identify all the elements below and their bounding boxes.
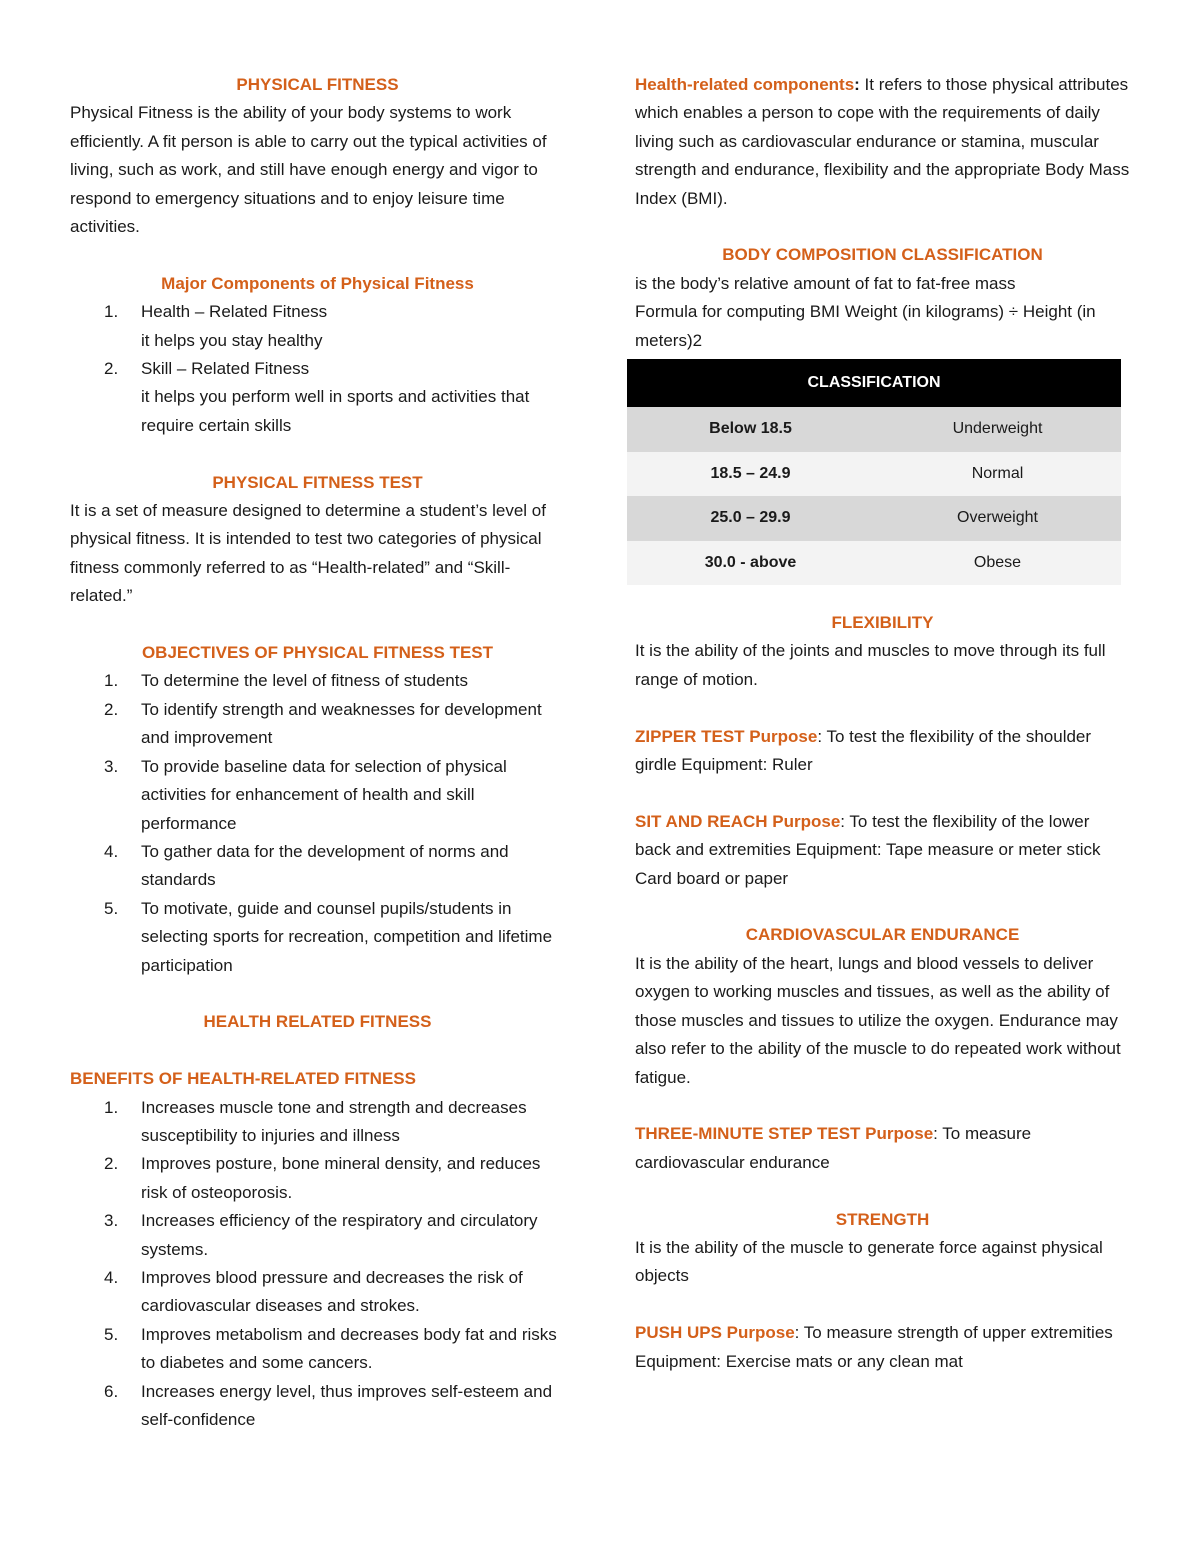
left-column — [70, 71, 565, 1434]
body-composition-definition: is the body’s relative amount of fat to fat-free mass — [635, 273, 1016, 293]
objectives-list — [70, 667, 565, 979]
cardiovascular-endurance-heading: CARDIOVASCULAR ENDURANCE — [745, 925, 1020, 945]
push-ups-paragraph: PUSH UPS Purpose: To measure strength of upper extremities Equipment: Exercise mats or any clean mat — [635, 1323, 1113, 1371]
list-item: 4. To gather data for the development of norms and standards — [104, 841, 509, 890]
table-row: 18.5 – 24.9 Normal — [627, 452, 1121, 497]
list-item: 2. Improves posture, bone mineral density, and reduces risk of osteoporosis. — [104, 1154, 541, 1202]
table-header: CLASSIFICATION — [627, 359, 1121, 407]
list-item: 4. Improves blood pressure and decreases the risk of cardiovascular diseases and strokes. — [104, 1267, 523, 1316]
list-item: 2. Skill – Related Fitness it helps you perform well in sports and activities that require certain skills — [104, 359, 530, 435]
list-item-description: it helps you perform well in sports and activities that require certain skills — [141, 387, 530, 435]
bmi-classification-table — [627, 359, 1121, 585]
table-row: Below 18.5 Underweight — [627, 407, 1121, 452]
strength-heading: STRENGTH — [835, 1209, 930, 1229]
flexibility-heading: FLEXIBILITY — [831, 613, 934, 633]
list-item-description: it helps you stay healthy — [141, 330, 323, 350]
sit-and-reach-paragraph: SIT AND REACH Purpose: To test the flexibility of the lower back and extremities Equipment: Tape measure or meter stick Card board or paper — [635, 811, 1101, 888]
benefits-heading: BENEFITS OF HEALTH-RELATED FITNESS — [70, 1069, 416, 1089]
table-row: 30.0 - above Obese — [627, 541, 1121, 586]
list-item: 3. Increases efficiency of the respiratory and circulatory systems. — [104, 1211, 538, 1259]
bmi-formula: Formula for computing BMI Weight (in kilograms) ÷ Height (in meters)2 — [635, 302, 1096, 350]
objectives-heading: OBJECTIVES OF PHYSICAL FITNESS TEST — [141, 643, 494, 663]
list-item: 5. To motivate, guide and counsel pupils/students in selecting sports for recreation, competition and lifetime participation — [104, 898, 553, 975]
health-related-components-paragraph: Health-related components: It refers to those physical attributes which enables a person to cope with the requirements of daily living such as cardiovascular endurance or stamina, muscular strength and endurance, flexibility and the appropriate Body Mass Index (BMI). — [635, 75, 1130, 208]
list-item: 1. Increases muscle tone and strength and decreases susceptibility to injuries and illness — [104, 1097, 527, 1145]
list-item-label: Health – Related Fitness — [141, 302, 328, 322]
physical-fitness-test-definition: It is a set of measure designed to determine a student’s level of physical fitness. It is intended to test two categories of physical fitness commonly referred to as “Health-related” and “Skill-related.” — [70, 501, 546, 606]
list-item: 3. To provide baseline data for selection of physical activities for enhancement of health and skill performance — [104, 756, 507, 833]
step-test-paragraph: THREE-MINUTE STEP TEST Purpose: To measure cardiovascular endurance — [635, 1124, 1032, 1172]
cardiovascular-endurance-definition: It is the ability of the heart, lungs and blood vessels to deliver oxygen to working muscles and tissues, as well as the ability of those muscles and tissues to utilize the oxygen. Endurance may also refer to the ability of the muscle to do repeated work without fatigue. — [635, 953, 1121, 1087]
health-related-fitness-heading: HEALTH RELATED FITNESS — [203, 1012, 432, 1032]
physical-fitness-heading: PHYSICAL FITNESS — [236, 75, 399, 94]
benefits-list — [70, 1094, 565, 1435]
table-row: 25.0 – 29.9 Overweight — [627, 496, 1121, 541]
list-item: 6. Increases energy level, thus improves self-esteem and self-confidence — [104, 1381, 553, 1430]
physical-fitness-definition: Physical Fitness is the ability of your body systems to work efficiently. A fit person is able to carry out the typical activities of living, such as work, and still have enough energy and vigor to respond to emergency situations and to enjoy leisure time activities. — [70, 103, 547, 237]
list-item: 5. Improves metabolism and decreases body fat and risks to diabetes and some cancers. — [104, 1324, 557, 1373]
major-components-list — [70, 298, 565, 440]
health-related-components-label: Health-related components — [635, 75, 855, 94]
zipper-test-paragraph: ZIPPER TEST Purpose: To test the flexibility of the shoulder girdle Equipment: Ruler — [635, 726, 1092, 775]
strength-definition: It is the ability of the muscle to generate force against physical objects — [635, 1237, 1103, 1286]
right-column — [635, 71, 1130, 1376]
list-item: 1. To determine the level of fitness of students — [104, 671, 468, 691]
list-item: 1. Health – Related Fitness it helps you stay healthy — [104, 302, 328, 350]
physical-fitness-test-heading: PHYSICAL FITNESS TEST — [212, 472, 423, 492]
list-item-label: Skill – Related Fitness — [141, 359, 310, 379]
list-item: 2. To identify strength and weaknesses for development and improvement — [104, 699, 542, 748]
body-composition-heading: BODY COMPOSITION CLASSIFICATION — [722, 245, 1043, 265]
flexibility-definition: It is the ability of the joints and muscles to move through its full range of motion. — [635, 641, 1106, 689]
major-components-heading: Major Components of Physical Fitness — [161, 273, 474, 293]
